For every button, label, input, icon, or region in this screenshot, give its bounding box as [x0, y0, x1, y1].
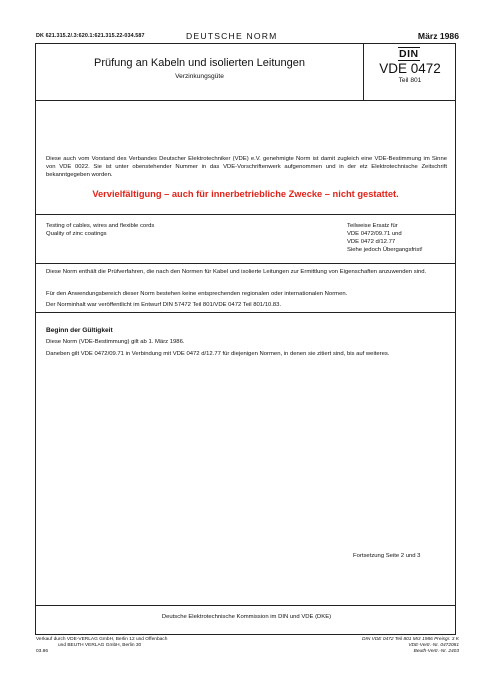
replacement-line: VDE 0472/09.71 und [347, 231, 402, 237]
section-divider [36, 263, 455, 264]
continuation-note: Fortsetzung Seite 2 und 3 [353, 553, 421, 559]
title-divider [36, 100, 455, 101]
english-title-line: Testing of cables, wires and flexible cords [46, 223, 155, 229]
replacement-line: Siehe jedoch Übergangsfrist! [347, 247, 423, 253]
footer-right-line: VDE-Vertr.-Nr. 0472081 [408, 643, 459, 648]
vde-number: VDE 0472 [379, 61, 441, 76]
replacement-line: Teilweise Ersatz für [347, 223, 398, 229]
norm-label: DEUTSCHE NORM [186, 31, 278, 41]
replacement-line: VDE 0472 d/12.77 [347, 239, 396, 245]
document-title: Prüfung an Kabeln und isolierten Leitungen [94, 57, 305, 69]
english-title [46, 222, 154, 238]
dk-classification: DK 621.315.2/.3:620.1:621.315.22-034.587 [36, 33, 145, 39]
din-logo [398, 48, 420, 60]
document-subtitle: Verzinkungsgüte [175, 73, 224, 80]
scope-paragraph: Diese Norm enthält die Prüfverfahren, die nach den Normen für Kabel und isolierte Leitungen zur Ermittlung von Eigenschaften anzuwenden sind. [46, 269, 427, 275]
footer-left-line: Verkauf durch VDE-VERLAG GmbH, Berlin 12 und Offenbach [36, 637, 168, 642]
validity-paragraph: Diese Norm (VDE-Bestimmung) gilt ab 1. März 1986. [46, 339, 185, 345]
din-logo-text: DIN [399, 48, 419, 60]
footer-left-line: 03.86 [36, 649, 49, 654]
publication-date: März 1986 [417, 31, 459, 41]
footer-left [36, 637, 167, 655]
standards-paragraph: Für den Anwendungsbereich dieser Norm bestehen keine entsprechenden regionalen oder internationalen Normen. [46, 291, 348, 297]
transition-paragraph: Daneben gilt VDE 0472/09.71 in Verbindung mit VDE 0472 d/12.77 für diejenigen Normen, in denen sie zitiert sind, bis auf weiteres. [46, 351, 390, 357]
footer-right [362, 637, 459, 655]
document-frame [35, 43, 456, 635]
teil-number: Teil 801 [398, 77, 422, 84]
replacement-info [347, 222, 423, 254]
section-divider [36, 214, 455, 215]
english-title-line: Quality of zinc coatings [46, 231, 107, 237]
footer-right-line: DIN VDE 0472 Teil 801 Mrz 1986 Preisgr. 3 K [362, 637, 459, 642]
footer-right-line: Beuth-Vertr.-Nr. 2403 [413, 649, 459, 654]
commission-line: Deutsche Elektrotechnische Kommission im DIN und VDE (DKE) [161, 614, 332, 620]
footer-divider [36, 605, 455, 606]
reproduction-warning: Vervielfältigung – auch für innerbetriebliche Zwecke – nicht gestattet. [92, 189, 399, 199]
validity-heading: Beginn der Gültigkeit [46, 327, 113, 334]
intro-paragraph: Diese auch vom Vorstand des Verbandes Deutscher Elektrotechniker (VDE) e.V. genehmigte Norm ist damit zugleich eine VDE-Bestimmung im Sinne von VDE 0022. Sie ist unter obenstehender Nummer in das VDE-Vorschriftenwerk aufgenommen und in der etz Elektrotechnische Zeitschrift bekanntgegeben worden. [46, 156, 447, 178]
footer-left-line: und BEUTH VERLAG GmbH, Berlin 30 [58, 643, 142, 648]
section-divider [36, 312, 455, 313]
draft-paragraph: Der Norminhalt war veröffentlicht im Entwurf DIN 57472 Teil 801/VDE 0472 Teil 801/10.83. [46, 302, 282, 308]
